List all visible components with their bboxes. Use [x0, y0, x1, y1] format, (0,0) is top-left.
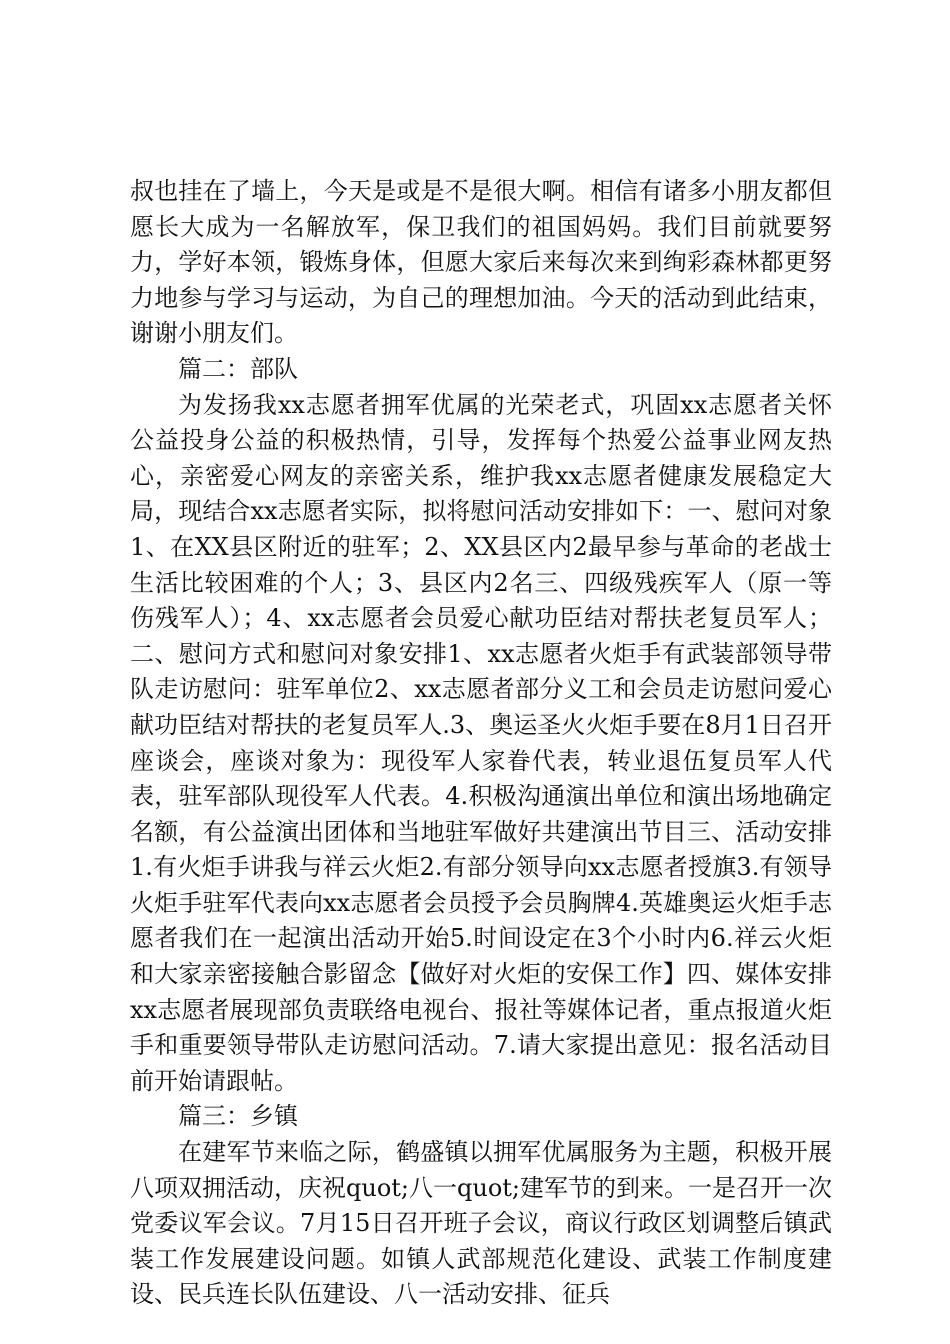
section-heading-part-three: 篇三：乡镇 — [178, 1102, 298, 1131]
section-heading-part-two: 篇二：部队 — [178, 354, 298, 383]
paragraph-continued: 叔也挂在了墙上，今天是或是不是很大啊。相信有诸多小朋友都但愿长大成为一名解放军，保卫我们的祖国妈妈。我们目前就要努力，学好本领，锻炼身体，但愿大家后来每次来到绚彩森林都更努力地参与学习与运动，为自己的理想加油。今天的活动到此结束，谢谢小朋友们。 — [130, 177, 832, 348]
document-body — [130, 174, 832, 1313]
paragraph-part-two: 为发扬我xx志愿者拥军优属的光荣老式，巩固xx志愿者关怀公益投身公益的积极热情，引导，发挥每个热爱公益事业网友热心，亲密爱心网友的亲密关系，维护我xx志愿者健康发展稳定大局，现结合xx志愿者实际，拟将慰问活动安排如下：一、慰问对象1、在XX县区附近的驻军；2、XX县区内2最早参与革命的老战士生活比较困难的个人；3、县区内2名三、四级残疾军人（原一等伤残军人）；4、xx志愿者会员爱心献功臣结对帮扶老复员军人；二、慰问方式和慰问对象安排1、xx志愿者火炬手有武装部领导带队走访慰问：驻军单位2、xx志愿者部分义工和会员走访慰问爱心献功臣结对帮扶的老复员军人.3、奥运圣火火炬手要在8月1日召开座谈会，座谈对象为：现役军人家眷代表，转业退伍复员军人代表，驻军部队现役军人代表。4.积极沟通演出单位和演出场地确定名额，有公益演出团体和当地驻军做好共建演出节目三、活动安排1.有火炬手讲我与祥云火炬2.有部分领导向xx志愿者授旗3.有领导火炬手驻军代表向xx志愿者会员授予会员胸牌4.英雄奥运火炬手志愿者我们在一起演出活动开始5.时间设定在3个小时内6.祥云火炬和大家亲密接触合影留念【做好对火炬的安保工作】四、媒体安排xx志愿者展现部负责联络电视台、报社等媒体记者，重点报道火炬手和重要领导带队走访慰问活动。7.请大家提出意见：报名活动目前开始请跟帖。 — [130, 390, 832, 1095]
paragraph-part-three: 在建军节来临之际，鹤盛镇以拥军优属服务为主题，积极开展八项双拥活动，庆祝quot;八一quot;建军节的到来。一是召开一次党委议军会议。7月15日召开班子会议，商议行政区划调整后镇武装工作发展建设问题。如镇人武部规范化建设、武装工作制度建设、民兵连长队伍建设、八一活动安排、征兵 — [130, 1138, 832, 1309]
